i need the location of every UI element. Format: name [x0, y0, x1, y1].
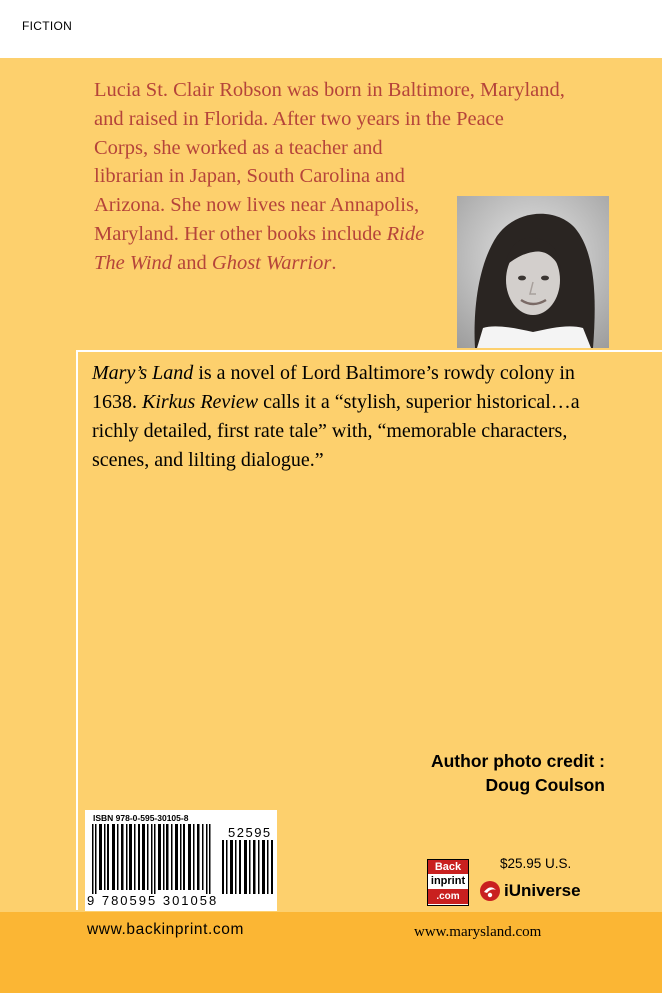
- blurb-line: [92, 359, 632, 388]
- bio-text: .: [331, 251, 337, 274]
- bio-text: and: [172, 251, 212, 274]
- marysland-url[interactable]: www.marysland.com: [414, 924, 542, 940]
- blurb-text: 1638.: [92, 391, 142, 413]
- photo-credit: [300, 749, 605, 797]
- iuniverse-logo: [479, 878, 581, 904]
- isbn-text: ISBN 978-0-595-30105-8: [93, 813, 189, 823]
- divider-vertical: [76, 350, 78, 910]
- bio-line: Arizona. She now lives near Annapolis,: [94, 194, 420, 217]
- book-title: Mary’s Land: [92, 362, 194, 384]
- review-source: Kirkus Review: [142, 391, 259, 413]
- book-title-the-wind: The Wind: [94, 251, 173, 274]
- bio-line: Corps, she worked as a teacher and: [94, 136, 383, 159]
- blurb-line: [92, 388, 632, 417]
- barcode-price-code: 52595: [228, 825, 272, 840]
- book-blurb: [92, 359, 632, 475]
- book-title-ghost-warrior: Ghost Warrior: [211, 251, 332, 274]
- genre-label: FICTION: [22, 19, 73, 33]
- iuniverse-swirl-icon: [479, 880, 501, 902]
- book-title-ride: Ride: [386, 222, 425, 245]
- photo-credit-name: Doug Coulson: [485, 775, 605, 795]
- barcode: [85, 810, 277, 911]
- price-label: $25.95 U.S.: [500, 856, 572, 871]
- logo-text: inprint: [430, 875, 466, 887]
- blurb-line: richly detailed, first rate tale” with, “memorable characters,: [92, 420, 568, 442]
- photo-credit-label: Author photo credit :: [430, 751, 605, 771]
- bio-line: Lucia St. Clair Robson was born in Baltimore, Maryland,: [94, 79, 565, 101]
- iuniverse-text: iUniverse: [504, 881, 581, 900]
- author-photo: [457, 196, 609, 348]
- bio-line: librarian in Japan, South Carolina and: [94, 165, 405, 188]
- barcode-digits: 9 780595 301058: [87, 893, 219, 908]
- backinprint-logo: [427, 859, 469, 906]
- divider-horizontal: [76, 350, 662, 352]
- blurb-line: scenes, and lilting dialogue.”: [92, 449, 324, 471]
- top-strip: [0, 0, 662, 58]
- bio-line: and raised in Florida. After two years in the Peace: [94, 107, 504, 130]
- blurb-text: calls it a “stylish, superior historical…a: [258, 391, 580, 413]
- author-portrait-image: [457, 196, 609, 348]
- blurb-text: is a novel of Lord Baltimore’s rowdy colony in: [193, 362, 575, 384]
- backinprint-url[interactable]: www.backinprint.com: [87, 921, 244, 938]
- logo-text: .com: [428, 889, 468, 904]
- barcode-bars-icon: [88, 824, 276, 894]
- bio-text: Maryland. Her other books include: [94, 222, 387, 245]
- logo-text: Back: [428, 860, 468, 874]
